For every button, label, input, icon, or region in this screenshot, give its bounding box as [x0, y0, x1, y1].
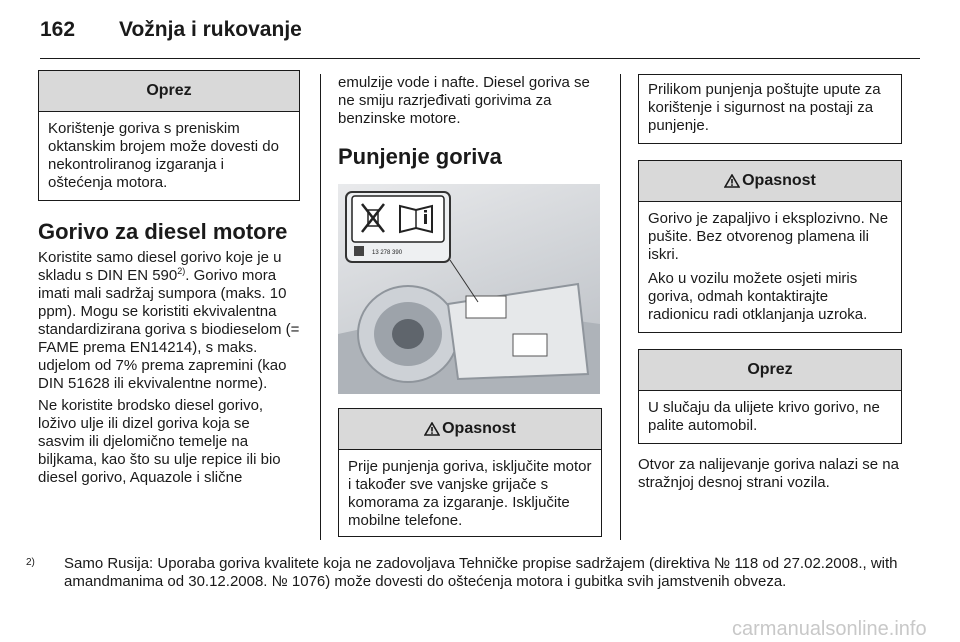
danger-box-refuel: [338, 408, 602, 537]
danger-box-fuel: [638, 160, 902, 333]
warning-triangle-icon: [424, 422, 440, 436]
caution-text: Korištenje goriva s preniskim oktanskim brojem može dovesti do nekontroliranog izgaranja i oštećenja motora.: [48, 120, 279, 191]
footnote-mark: 2): [26, 557, 35, 568]
section-heading-diesel: Gorivo za diesel motore: [38, 219, 288, 244]
paragraph-diesel-1: Koristite samo diesel gorivo koje je u skladu s DIN EN 590$^{2)}$. Gorivo mora imati mali sadržaj sumpora (maks. 10 ppm). Mogu se koristiti ekvivalentna standardizirana goriva s biodieselom (= FAME prema EN14214), s maks. udjelom od 7% prema zapremini (kao DIN 51628 ili ekvivalentne norme).: [38, 249, 300, 392]
page-number: 162: [40, 18, 76, 41]
danger-text-fuel-1: Gorivo je zapaljivo i eksplozivno. Ne pušite. Bez otvorenog plamena ili iskri.: [648, 210, 889, 263]
notice-box-station: [638, 74, 902, 144]
notice-text-station: Prilikom punjenja poštujte upute za korištenje i sigurnost na postaji za punjenje.: [648, 81, 881, 134]
footnote-ref: 2): [177, 266, 186, 276]
caution-text-wrong-fuel: U slučaju da ulijete krivo gorivo, ne palite automobil.: [648, 399, 880, 434]
fuel-flap-photo: [338, 184, 600, 394]
column-divider-2: [620, 74, 621, 540]
chapter-title: Vožnja i rukovanje: [119, 18, 302, 41]
danger-text-fuel-2: Ako u vozilu možete osjeti miris goriva, odmah kontaktirajte radionicu radi otklanjanja uzroka.: [648, 270, 868, 323]
caution-title-wrong-fuel: Oprez: [639, 350, 901, 391]
header-rule: [40, 58, 920, 59]
caution-box-wrong-fuel: [638, 349, 902, 444]
column-2: [338, 74, 602, 537]
caution-title: Oprez: [39, 71, 299, 112]
fuel-flap-illustration: [338, 184, 600, 394]
paragraph-filler-location: Otvor za nalijevanje goriva nalazi se na stražnjoj desnoj strani vozila.: [638, 456, 899, 491]
danger-title-refuel: Opasnost: [339, 409, 601, 450]
paragraph-diesel-2: Ne koristite brodsko diesel gorivo, loživo ulje ili dizel goriva koja se sasvim ili djelomično temelje na biljkama, kao što su ulje repice ili bio diesel gorivo, Aquazole i slične: [38, 397, 281, 486]
danger-text-refuel: Prije punjenja goriva, isključite motor i također sve vanjske grijače s komorama za izgaranje. Isključite mobilne telefone.: [348, 458, 592, 529]
page-header: [40, 14, 920, 54]
caution-box: [38, 70, 300, 201]
warning-triangle-icon: [724, 174, 740, 188]
column-1: [38, 70, 300, 487]
column-3: [638, 74, 902, 492]
section-heading-refuel: Punjenje goriva: [338, 144, 502, 169]
photo-code: 13 278 390: [372, 250, 403, 256]
paragraph-continued: emulzije vode i nafte. Diesel goriva se ne smiju razrjeđivati gorivima za benzinske motore.: [338, 74, 590, 127]
footnote-text: Samo Rusija: Uporaba goriva kvalitete koja ne zadovoljava Tehničke propise sadržajem (direktiva № 118 od 27.02.2008., with amandmanima od 30.12.2008. № 1076) može dovesti do oštećenja motora i gubitka svih jamstvenih obveza.: [64, 555, 898, 590]
column-divider-1: [320, 74, 321, 540]
danger-title-fuel: Opasnost: [639, 161, 901, 202]
watermark: carmanualsonline.info: [732, 618, 927, 640]
